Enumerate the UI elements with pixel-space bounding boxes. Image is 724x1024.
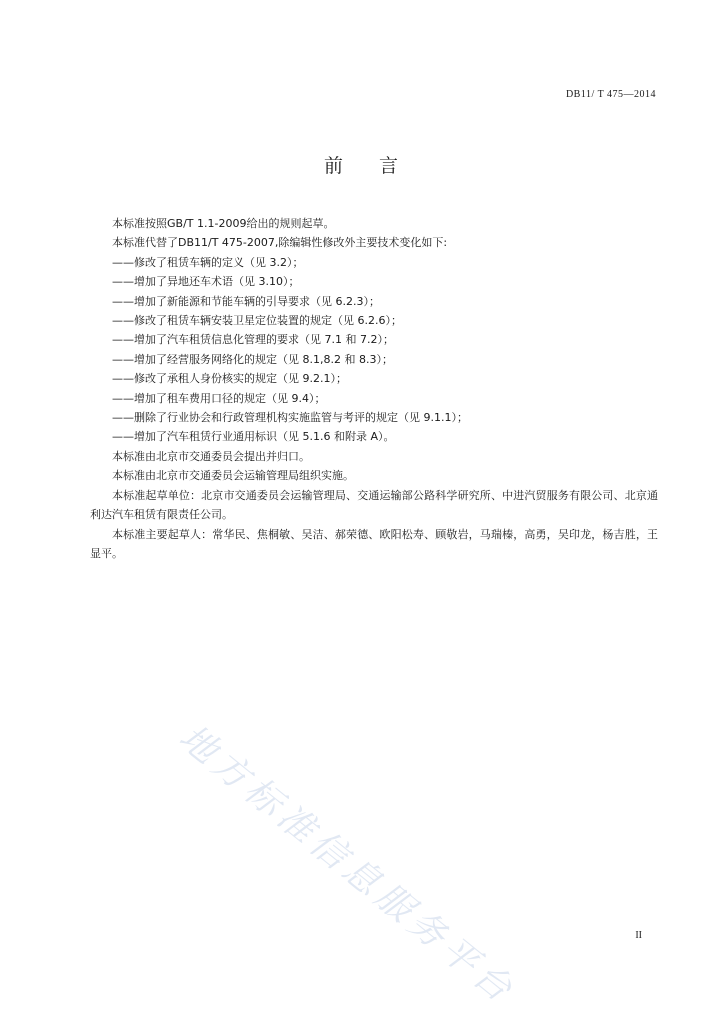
foreword-body [90, 214, 658, 563]
change-item: ——修改了租赁车辆安装卫星定位装置的规定（见 6.2.6）； [112, 314, 402, 328]
change-item: ——增加了经营服务网络化的规定（见 8.1,8.2 和 8.3）； [112, 352, 393, 366]
change-item: ——增加了新能源和节能车辆的引导要求（见 6.2.3）； [112, 294, 380, 308]
drafters: 本标准主要起草人：常华民、焦桐敏、吴洁、郝荣德、欧阳松寿、顾敬岩，马瑞榛，高勇，吴印龙，杨吉胜，王显平。 [90, 527, 658, 560]
change-item: ——增加了租车费用口径的规定（见 9.4）； [112, 391, 326, 405]
change-item: ——增加了汽车租赁行业通用标识（见 5.1.6 和附录 A）。 [112, 430, 395, 444]
change-item: ——修改了承租人身份核实的规定（见 9.2.1）； [112, 372, 347, 386]
document-code: DB11/ T 475—2014 [565, 89, 656, 100]
page-title [0, 151, 724, 178]
change-item: ——增加了异地还车术语（见 3.10）； [112, 275, 300, 289]
watermark: 地方标准信息服务平台 [171, 716, 524, 1014]
change-item: ——增加了汽车租赁信息化管理的要求（见 7.1 和 7.2）； [112, 333, 394, 347]
change-item: ——修改了租赁车辆的定义（见 3.2）； [112, 255, 304, 269]
drafting-units: 本标准起草单位：北京市交通委员会运输管理局、交通运输部公路科学研究所、中进汽贸服务有限公司、北京通利达汽车租赁有限责任公司。 [90, 488, 658, 522]
change-item: ——删除了行业协会和行政管理机构实施监管与考评的规定（见 9.1.1）； [112, 411, 468, 425]
title-char-1: 前 [323, 155, 345, 177]
body-line: 本标准代替了DB11/T 475-2007,除编辑性修改外主要技术变化如下: [112, 236, 448, 250]
body-line: 本标准由北京市交通委员会运输管理局组织实施。 [112, 469, 354, 483]
body-line: 本标准由北京市交通委员会提出并归口。 [112, 449, 310, 463]
page-number: II [635, 930, 642, 941]
body-line: 本标准按照GB/T 1.1-2009给出的规则起草。 [112, 217, 335, 230]
title-char-2: 言 [379, 155, 401, 177]
